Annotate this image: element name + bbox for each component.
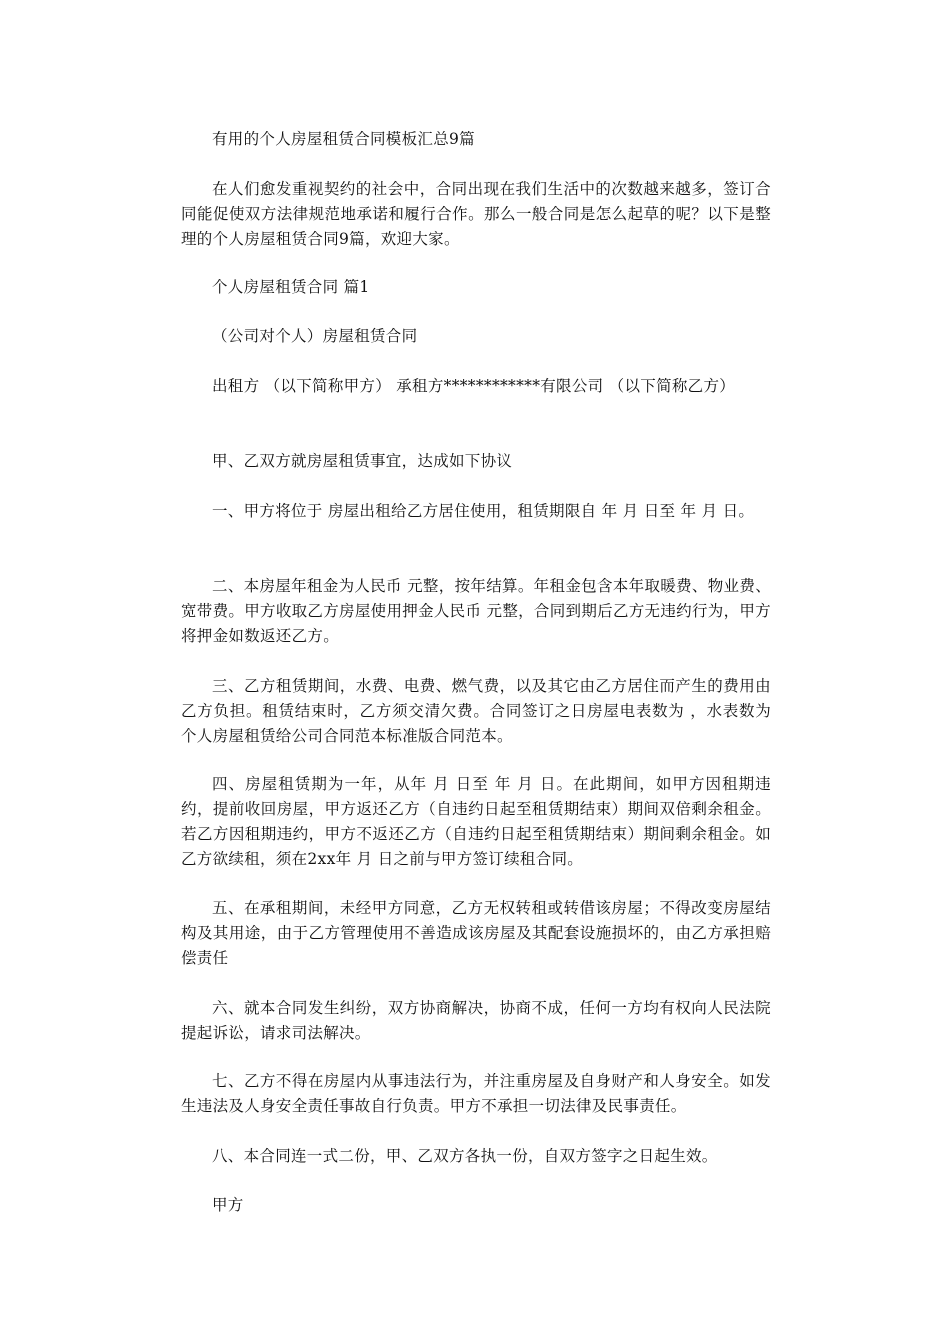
clause-3: 三、乙方租赁期间，水费、电费、燃气费，以及其它由乙方居住而产生的费用由乙方负担。租赁结束时，乙方须交清欠费。合同签订之日房屋电表数为 ，水表数为 个人房屋租赁给公司合同范本标准版合同范本。 [181, 677, 771, 745]
clause-7: 七、乙方不得在房屋内从事违法行为，并注重房屋及自身财产和人身安全。如发生违法及人身安全责任事故自行负责。甲方不承担一切法律及民事责任。 [181, 1072, 771, 1115]
agreement-intro: 甲、乙双方就房屋租赁事宜，达成如下协议 [212, 452, 513, 470]
signature-party-a: 甲方 [212, 1196, 244, 1214]
clause-5: 五、在承租期间，未经甲方同意，乙方无权转租或转借该房屋；不得改变房屋结构及其用途，由于乙方管理使用不善造成该房屋及其配套设施损坏的，由乙方承担赔偿责任 [181, 899, 771, 967]
clause-4: 四、房屋租赁期为一年，从年 月 日至 年 月 日。在此期间，如甲方因租期违约，提前收回房屋，甲方返还乙方（自违约日起至租赁期结束）期间双倍剩余租金。若乙方因租期违约，甲方不返还乙方（自违约日起至租赁期结束）期间剩余租金。如乙方欲续租，须在2xx年 月 日之前与甲方签订续租合同。 [181, 775, 771, 868]
clause-1: 一、甲方将位于 房屋出租给乙方居住使用，租赁期限自 年 月 日至 年 月 日。 [212, 502, 755, 520]
clause-8: 八、本合同连一式二份，甲、乙双方各执一份，自双方签字之日起生效。 [212, 1147, 718, 1165]
intro-paragraph: 在人们愈发重视契约的社会中，合同出现在我们生活中的次数越来越多，签订合同能促使双方法律规范地承诺和履行合作。那么一般合同是怎么起草的呢？以下是整理的个人房屋租赁合同9篇，欢迎大家。 [181, 180, 771, 248]
section-heading: 个人房屋租赁合同 篇1 [212, 278, 370, 296]
document-title: 有用的个人房屋租赁合同模板汇总9篇 [212, 130, 475, 148]
clause-6: 六、就本合同发生纠纷，双方协商解决，协商不成，任何一方均有权向人民法院提起诉讼，请求司法解决。 [181, 999, 771, 1042]
parties-paragraph: 出租方 （以下简称甲方） 承租方************有限公司 （以下简称乙方） [212, 377, 736, 395]
clause-2: 二、本房屋年租金为人民币 元整，按年结算。年租金包含本年取暖费、物业费、宽带费。甲方收取乙方房屋使用押金人民币 元整，合同到期后乙方无违约行为，甲方将押金如数返还乙方。 [181, 577, 771, 645]
contract-subtitle: （公司对个人）房屋租赁合同 [212, 327, 418, 345]
